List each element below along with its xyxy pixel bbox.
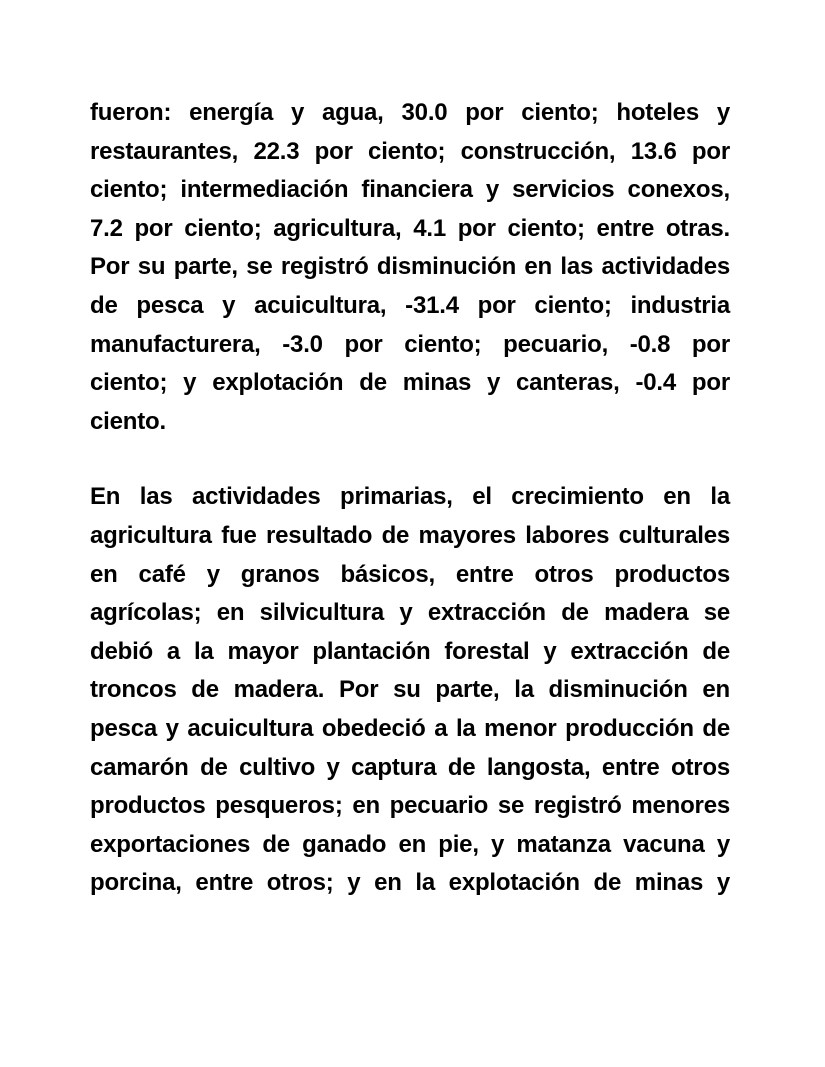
text-line: fueron: energía y agua, 30.0 por ciento; hoteles y: [90, 99, 730, 126]
text-line: Por su parte, se registró disminución en las actividades: [90, 253, 730, 281]
text-line: troncos de madera. Por su parte, la disminución en: [90, 676, 730, 704]
text-line: ciento.: [90, 407, 166, 435]
text-line: en café y granos básicos, entre otros productos: [90, 560, 730, 588]
text-line: debió a la mayor plantación forestal y extracción de: [90, 637, 730, 665]
text-line: pesca y acuicultura obedeció a la menor producción de: [90, 714, 730, 742]
paragraph-2: [90, 478, 730, 903]
text-line: ciento; intermediación financiera y servicios conexos,: [90, 176, 730, 204]
text-line: exportaciones de ganado en pie, y matanza vacuna y: [90, 830, 730, 858]
text-line: camarón de cultivo y captura de langosta, entre otros: [90, 753, 730, 781]
text-line: En las actividades primarias, el crecimiento en la: [90, 483, 730, 511]
text-line: manufacturera, -3.0 por ciento; pecuario, -0.8 por: [90, 330, 730, 358]
text-line: ciento; y explotación de minas y canteras, -0.4 por: [90, 369, 730, 397]
text-line: restaurantes, 22.3 por ciento; construcción, 13.6 por: [90, 137, 730, 165]
text-line: de pesca y acuicultura, -31.4 por ciento; industria: [90, 291, 730, 319]
text-line: agricultura fue resultado de mayores labores culturales: [90, 521, 730, 549]
text-line: productos pesqueros; en pecuario se registró menores: [90, 792, 730, 820]
paragraph-1: [90, 94, 730, 441]
document-body: [90, 94, 730, 903]
text-line: porcina, entre otros; y en la explotación de minas y: [90, 869, 730, 897]
text-line: agrícolas; en silvicultura y extracción de madera se: [90, 599, 730, 627]
text-line: 7.2 por ciento; agricultura, 4.1 por ciento; entre otras.: [90, 214, 730, 242]
